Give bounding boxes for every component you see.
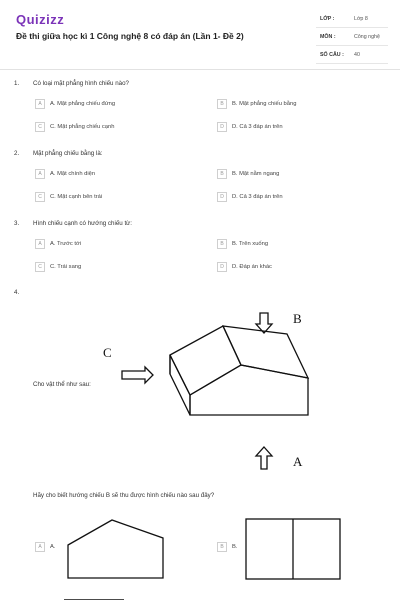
question-number: 2. (14, 150, 20, 157)
meta-value: 40 (354, 52, 360, 58)
object-front-face (190, 365, 308, 415)
question-number: 3. (14, 220, 20, 227)
meta-label: LỚP : (320, 16, 335, 22)
option-text: A. Mặt phẳng chiếu đứng (50, 101, 116, 107)
meta-label: MÔN : (320, 34, 336, 40)
option-text: B. Trên xuống (232, 241, 269, 247)
option-text: C. Trái sang (50, 264, 82, 270)
option-text: C. Mặt cạnh bên trái (50, 194, 103, 200)
option-text: B. Mặt nằm ngang (232, 171, 280, 177)
meta-label: SỐ CÂU : (320, 52, 344, 58)
option-letter-box: A (35, 169, 45, 179)
object-left-face (170, 355, 190, 415)
option-text: A. (50, 544, 56, 550)
option-text: A. Trước tới (50, 241, 82, 247)
option-text: B. (232, 544, 238, 550)
answer-option[interactable] (35, 542, 55, 552)
option-letter-box: A (35, 239, 45, 249)
meta-value: Lớp 8 (354, 16, 368, 22)
question-text: Hình chiếu cạnh có hướng chiếu từ: (33, 220, 133, 227)
option-text: A. Mặt chính diện (50, 171, 96, 177)
option-letter-box: A (35, 542, 45, 552)
option-text: C. Mặt phẳng chiếu cạnh (50, 124, 115, 130)
option-letter-box: A (35, 99, 45, 109)
label-a: A (293, 454, 303, 469)
meta-value: Công nghệ (354, 34, 380, 40)
question-text: Có loại mặt phẳng hình chiếu nào? (33, 80, 129, 87)
option-letter-box: B (217, 99, 227, 109)
option-a-figure (68, 520, 163, 578)
option-letter-box: C (35, 192, 45, 202)
option-letter-box: C (35, 262, 45, 272)
option-letter-box: D (217, 122, 227, 132)
option-letter-box: B (217, 169, 227, 179)
object-left-roof (170, 326, 241, 395)
quizizz-logo: Quizizz (16, 12, 65, 27)
worksheet-title: Đề thi giữa học kì 1 Công nghệ 8 có đáp án (Lần 1- Đề 2) (16, 31, 244, 41)
object-front-roof (223, 326, 308, 378)
label-b: B (293, 311, 302, 326)
question-number: 1. (14, 80, 20, 87)
option-letter-box: C (35, 122, 45, 132)
arrow-up-icon (256, 447, 272, 469)
answer-option[interactable] (217, 542, 237, 552)
arrow-right-icon (122, 367, 153, 383)
option-letter-box: B (217, 239, 227, 249)
option-text: D. Cả 3 đáp án trên (232, 124, 283, 130)
option-letter-box: B (217, 542, 227, 552)
label-c: C (103, 345, 112, 360)
option-letter-box: D (217, 192, 227, 202)
option-text: B. Mặt phẳng chiếu bằng (232, 101, 297, 107)
house-object (170, 326, 308, 415)
question-number: 4. (14, 289, 20, 296)
question-text: Cho vật thể như sau: (33, 381, 91, 388)
option-text: D. Đáp án khác (232, 264, 272, 270)
option-letter-box: D (217, 262, 227, 272)
question-prompt: Hãy cho biết hướng chiếu B sẽ thu được hình chiếu nào sau đây? (33, 492, 215, 499)
option-text: D. Cả 3 đáp án trên (232, 194, 283, 200)
question-text: Mặt phẳng chiếu bằng là: (33, 150, 103, 157)
